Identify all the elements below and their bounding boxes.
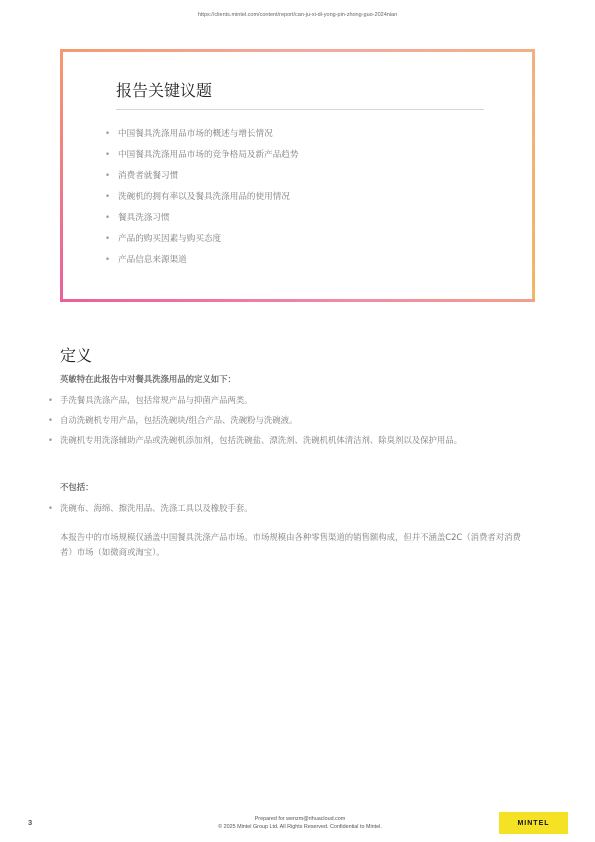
exclude-heading: 不包括：: [60, 482, 94, 492]
list-item: • 消费者就餐习惯: [105, 166, 298, 187]
included-list: [48, 393, 528, 453]
bullet-icon: •: [105, 255, 111, 265]
list-item: • 洗碗机专用洗涤辅助产品或洗碗机添加剂，包括洗碗盐、漂洗剂、洗碗机机体清洁剂、除臭剂以及保护用品。: [48, 433, 528, 448]
list-item: • 产品信息来源渠道: [105, 250, 298, 271]
page-url: https://clients.mintel.com/content/report/can-ju-xi-di-yong-pin-zhong-guo-2024nian: [197, 12, 398, 18]
key-issues-title: 报告关键议题: [116, 81, 213, 100]
copyright: © 2025 Mintel Group Ltd. All Rights Reserved. Confidential to Mintel.: [218, 824, 382, 830]
list-item: • 餐具洗涤习惯: [105, 208, 298, 229]
list-item: • 自动洗碗机专用产品，包括洗碗块/组合产品、洗碗粉与洗碗液。: [48, 413, 528, 428]
bullet-icon: •: [105, 129, 111, 139]
bullet-icon: •: [48, 435, 53, 445]
bullet-icon: •: [105, 192, 111, 202]
key-issues-divider: [116, 109, 484, 110]
bullet-icon: •: [105, 150, 111, 160]
footer-text: [150, 815, 450, 831]
bullet-icon: •: [105, 234, 111, 244]
list-item: • 中国餐具洗涤用品市场的概述与增长情况: [105, 124, 298, 145]
bullet-icon: •: [105, 171, 111, 181]
list-item: • 洗碗机的拥有率以及餐具洗涤用品的使用情况: [105, 187, 298, 208]
key-issues-list: [105, 124, 298, 271]
list-item: • 洗碗布、海绵、擦洗用品、洗涤工具以及橡胶手套。: [48, 501, 528, 516]
bullet-icon: •: [105, 213, 111, 223]
definition-title: 定义: [60, 346, 93, 365]
bullet-icon: •: [48, 395, 53, 405]
excluded-list: [48, 501, 528, 521]
list-item: • 中国餐具洗涤用品市场的竞争格局及新产品趋势: [105, 145, 298, 166]
definition-subhead: 英敏特在此报告中对餐具洗涤用品的定义如下：: [60, 374, 236, 384]
list-item: • 手洗餐具洗涤产品，包括常规产品与抑菌产品两类。: [48, 393, 528, 408]
market-scope-note: 本报告中的市场规模仅涵盖中国餐具洗涤产品市场。市场规模由各种零售渠道的销售额构成，但并不涵盖C2C（消费者对消费者）市场（如微商或淘宝）。: [60, 532, 521, 557]
list-item: • 产品的购买因素与购买态度: [105, 229, 298, 250]
page-number: 3: [28, 818, 33, 827]
bullet-icon: •: [48, 503, 53, 513]
prepared-for: Prepared for wenzm@rihuacloud.com: [254, 816, 346, 822]
key-issues-box: [60, 49, 535, 302]
mintel-logo: MINTEL: [499, 812, 568, 834]
bullet-icon: •: [48, 415, 53, 425]
